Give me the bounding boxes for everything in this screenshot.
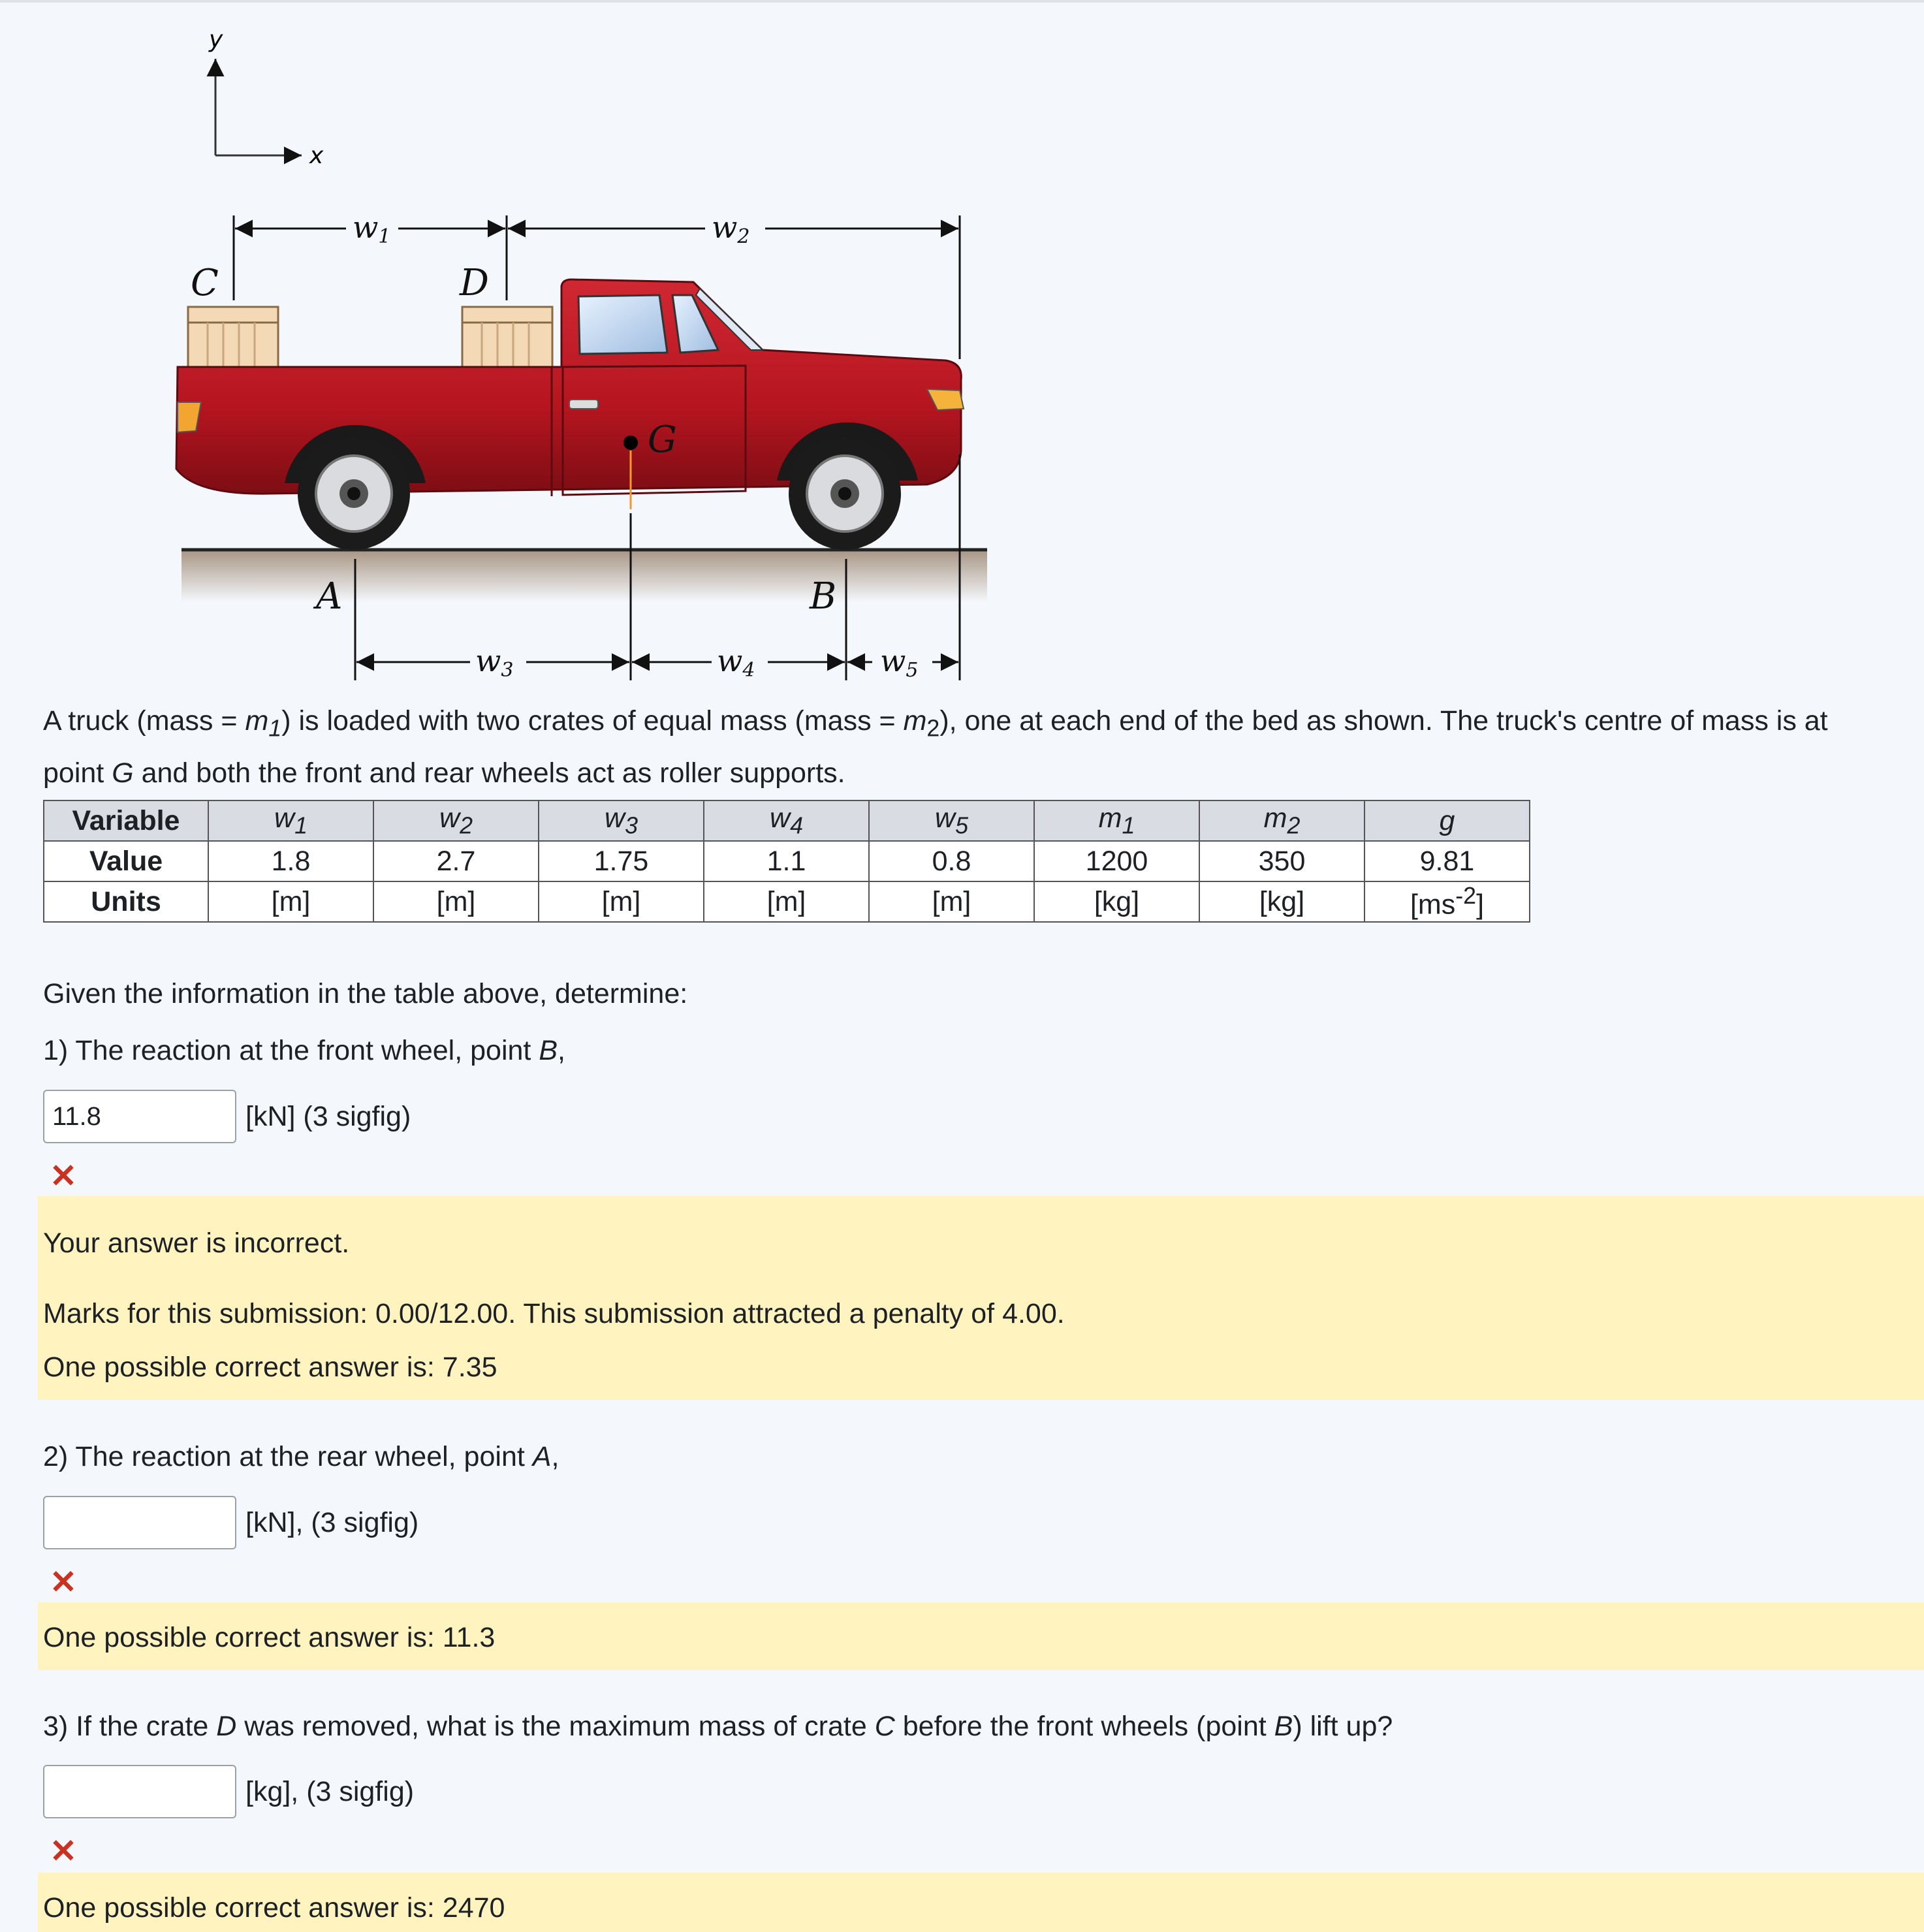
table-cell: 9.81 xyxy=(1364,841,1530,881)
svg-text:w3 xyxy=(475,643,513,682)
feedback-correct-answer: One possible correct answer is: 11.3 xyxy=(43,1622,496,1653)
question-3-answer-input[interactable] xyxy=(43,1765,236,1818)
feedback-status: Your answer is incorrect. xyxy=(43,1227,350,1259)
table-cell: [kg] xyxy=(1034,881,1199,922)
incorrect-icon: ✕ xyxy=(50,1833,77,1869)
question-2-text: 2) The reaction at the rear wheel, point A, xyxy=(43,1441,560,1472)
crate-d xyxy=(462,307,552,370)
label-point-g: G xyxy=(648,419,677,461)
table-row-label: Value xyxy=(44,841,208,881)
table-cell: [m] xyxy=(704,881,869,922)
table-cell: 1.8 xyxy=(208,841,373,881)
table-cell: $w_3$ xyxy=(539,800,704,841)
table-row-label: Variable xyxy=(44,800,208,841)
label-point-d: D xyxy=(460,262,489,304)
instructions: Given the information in the table above, determine: xyxy=(43,978,688,1009)
feedback-marks: Marks for this submission: 0.00/12.00. This submission attracted a penalty of 4.00. xyxy=(43,1298,1065,1329)
table-cell: [m] xyxy=(539,881,704,922)
crate-c xyxy=(188,307,278,370)
ground xyxy=(181,550,987,602)
dim-w4-label: w xyxy=(717,643,743,678)
question-2-answer-input[interactable] xyxy=(43,1496,236,1549)
table-cell: [kg] xyxy=(1199,881,1364,922)
incorrect-icon: ✕ xyxy=(50,1564,77,1600)
label-point-b: B xyxy=(810,575,837,618)
dim-w1-label: w xyxy=(353,210,379,245)
feedback-correct-answer: One possible correct answer is: 7.35 xyxy=(43,1352,497,1383)
dim-w1-subscript: 1 xyxy=(378,225,391,248)
axis-x-label: x xyxy=(309,142,324,169)
table-cell: 350 xyxy=(1199,841,1364,881)
table-cell: $w_1$ xyxy=(208,800,373,841)
dim-w5-label: w xyxy=(880,643,906,678)
dim-w4-subscript: 4 xyxy=(742,659,755,682)
question-2-unit: [kN], (3 sigfig) xyxy=(245,1506,419,1538)
variables-table xyxy=(43,800,1530,923)
table-row-value xyxy=(44,841,1530,881)
center-of-mass-dot xyxy=(623,435,638,450)
problem-description: A truck (mass = $m_1$) is loaded with two crates of equal mass (mass = $m_2$), one at each end of the bed as shown. The truck's centre of mass is at point G and both the front and rear wheels act as roller supports. xyxy=(43,705,1828,789)
incorrect-icon: ✕ xyxy=(50,1158,77,1194)
rear-wheel xyxy=(298,437,410,550)
front-wheel xyxy=(789,437,901,550)
question-1-unit: [kN] (3 sigfig) xyxy=(245,1100,411,1132)
question-2-answer-row xyxy=(43,1495,418,1550)
dim-w2-subscript: 2 xyxy=(737,225,750,248)
question-1-answer-row xyxy=(43,1089,411,1144)
feedback-correct-answer: One possible correct answer is: 2470 xyxy=(43,1892,505,1924)
table-row-units xyxy=(44,881,1530,922)
axis-y-label: y xyxy=(209,26,223,53)
table-cell: 1.1 xyxy=(704,841,869,881)
table-cell: 1.75 xyxy=(539,841,704,881)
table-cell: 2.7 xyxy=(373,841,539,881)
question-3-feedback xyxy=(38,1873,1924,1932)
table-cell: $m_1$ xyxy=(1034,800,1199,841)
table-cell: $w_2$ xyxy=(373,800,539,841)
question-1-feedback xyxy=(38,1196,1924,1400)
table-cell: $[ms^{-2}]$ xyxy=(1364,881,1530,922)
dim-w5-subscript: 5 xyxy=(906,659,919,682)
table-cell: $m_2$ xyxy=(1199,800,1364,841)
question-3-answer-row xyxy=(43,1764,414,1819)
dim-w3-label: w xyxy=(475,643,501,678)
svg-text:w4 xyxy=(717,643,755,682)
table-cell: 1200 xyxy=(1034,841,1199,881)
table-cell: [m] xyxy=(373,881,539,922)
table-cell: [m] xyxy=(869,881,1034,922)
truck-diagram xyxy=(0,0,1045,692)
svg-text:w5 xyxy=(880,643,918,682)
question-3-text: 3) If the crate D was removed, what is the maximum mass of crate C before the front wheels (point B) lift up? xyxy=(43,1711,1393,1742)
question-2-feedback xyxy=(38,1602,1924,1670)
question-1-answer-input[interactable] xyxy=(43,1090,236,1143)
table-cell: $w_5$ xyxy=(869,800,1034,841)
label-point-c: C xyxy=(191,262,219,304)
question-1-text: 1) The reaction at the front wheel, point B, xyxy=(43,1035,565,1066)
dim-w2-label: w xyxy=(712,210,738,245)
table-cell: [m] xyxy=(208,881,373,922)
table-cell: $w_4$ xyxy=(704,800,869,841)
table-cell: 0.8 xyxy=(869,841,1034,881)
svg-text:w1 xyxy=(353,210,390,248)
question-3-unit: [kg], (3 sigfig) xyxy=(245,1775,415,1807)
label-point-a: A xyxy=(316,575,343,618)
dim-w3-subscript: 3 xyxy=(501,659,514,682)
axes xyxy=(208,26,324,169)
table-cell: g xyxy=(1364,800,1530,841)
svg-text:w2 xyxy=(712,210,749,248)
table-row-label: Units xyxy=(44,881,208,922)
table-row-variable xyxy=(44,800,1530,841)
